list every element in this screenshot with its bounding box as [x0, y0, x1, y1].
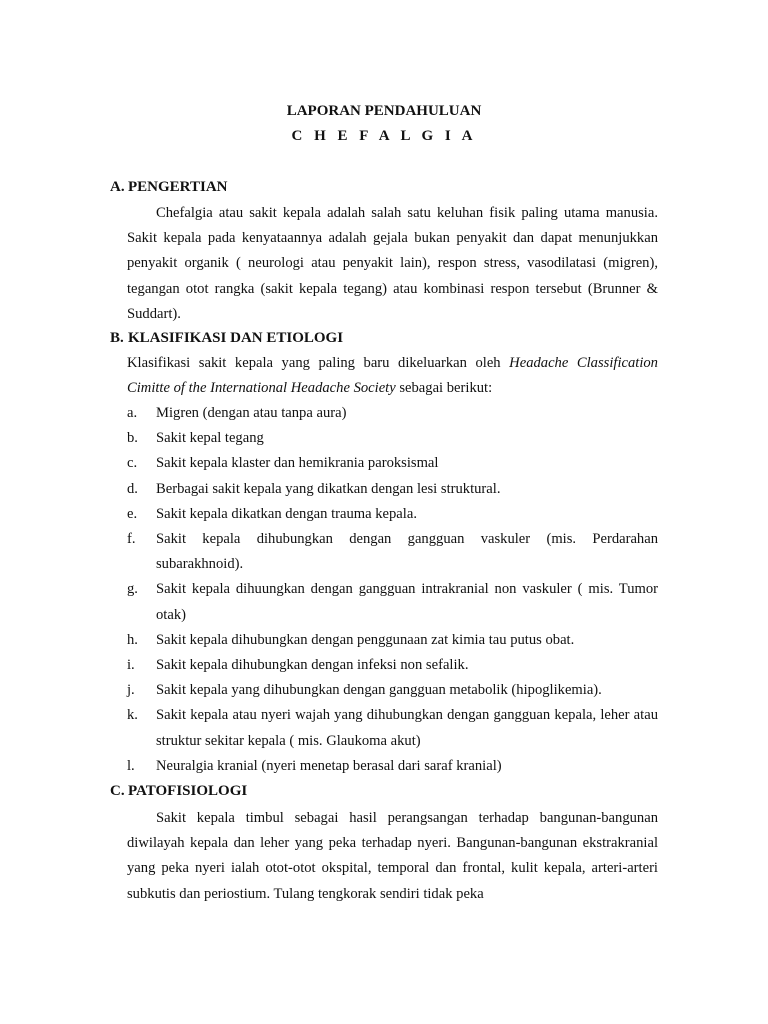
- list-item: [127, 451, 658, 476]
- section-c-title: PATOFISIOLOGI: [128, 783, 248, 799]
- section-a-heading: [110, 179, 228, 196]
- list-item-marker: e.: [127, 505, 138, 522]
- section-b-title: KLASIFIKASI DAN ETIOLOGI: [128, 330, 344, 346]
- list-item-marker: h.: [127, 631, 138, 648]
- classification-list: [127, 401, 677, 779]
- section-b-intro-before: Klasifikasi sakit kepala yang paling baru dikeluarkan oleh: [127, 355, 510, 371]
- document-title: LAPORAN PENDAHULUAN: [286, 103, 482, 119]
- list-item: [127, 527, 658, 577]
- list-item-text: Berbagai sakit kepala yang dikatkan dengan lesi struktural.: [156, 480, 501, 497]
- list-item: [127, 426, 658, 451]
- list-item-marker: a.: [127, 405, 138, 421]
- list-item-text: Sakit kepala dihubungkan dengan infeksi non sefalik.: [156, 657, 469, 674]
- list-item: [127, 502, 658, 527]
- list-item-text: Sakit kepala dihubungkan dengan gangguan vaskuler (mis. Perdarahan subarakhnoid).: [156, 531, 658, 573]
- list-item-marker: b.: [127, 430, 138, 447]
- list-item-marker: f.: [127, 531, 136, 548]
- section-b-intro-after: sebagai berikut:: [395, 380, 493, 397]
- section-c-number: C.: [110, 783, 125, 799]
- list-item: [127, 628, 658, 653]
- list-item-marker: k.: [127, 707, 138, 724]
- list-item-marker: j.: [127, 682, 135, 699]
- section-b-heading: [110, 330, 343, 347]
- list-item-marker: g.: [127, 581, 138, 598]
- list-item-marker: d.: [127, 480, 138, 497]
- section-a-title: PENGERTIAN: [128, 179, 228, 195]
- list-item-text: Sakit kepala dikatkan dengan trauma kepala.: [156, 505, 417, 522]
- list-item-text: Sakit kepala atau nyeri wajah yang dihubungkan dengan gangguan kepala, leher atau struktur sekitar kepala ( mis. Glaukoma akut): [156, 707, 677, 749]
- section-b-intro: [127, 351, 658, 401]
- list-item-text: Migren (dengan atau tanpa aura): [156, 405, 347, 421]
- section-b-intro-italic: Headache Classification Cimitte of the International Headache Society: [127, 355, 658, 397]
- list-item-text: Sakit kepala klaster dan hemikrania paroksismal: [156, 455, 439, 472]
- list-item-text: Sakit kepal tegang: [156, 430, 264, 447]
- list-item-text: Sakit kepala dihuungkan dengan gangguan intrakranial non vaskuler ( mis. Tumor otak): [156, 581, 658, 623]
- list-item-text: Sakit kepala dihubungkan dengan penggunaan zat kimia tau putus obat.: [156, 631, 575, 648]
- list-item: [127, 577, 658, 627]
- section-a-number: A.: [110, 179, 125, 195]
- section-c-paragraph: Sakit kepala timbul sebagai hasil perangsangan terhadap bangunan-bangunan diwilayah kepala dan leher yang peka terhadap nyeri. Bangunan-bangunan ekstrakranial yang peka nyeri ialah otot-otot okspital, temporal dan frontal, kulit kepala, arteri-arteri subkutis dan periostium. Tulang tengkorak sendiri tidak peka: [127, 810, 658, 902]
- list-item-marker: i.: [127, 657, 135, 674]
- list-item: [127, 477, 658, 502]
- list-item: [127, 678, 658, 703]
- section-b-number: B.: [110, 330, 124, 346]
- list-item: [127, 754, 658, 779]
- section-a-paragraph: Chefalgia atau sakit kepala adalah salah satu keluhan fisik paling utama manusia. Sakit kepala pada kenyataannya adalah gejala bukan penyakit dan dapat menunjukkan penyakit organik ( neurologi atau penyakit lain), respon stress, vasodilatasi (migren), tegangan otot rangka (sakit kepala tegang) atau kombinasi respon tersebut (Brunner & Suddart).: [127, 205, 658, 322]
- list-item: [127, 703, 677, 753]
- list-item-text: Neuralgia kranial (nyeri menetap berasal dari saraf kranial): [156, 757, 502, 774]
- list-item-marker: l.: [127, 757, 135, 774]
- list-item-text: Sakit kepala yang dihubungkan dengan gangguan metabolik (hipoglikemia).: [156, 682, 602, 699]
- list-item-marker: c.: [127, 455, 138, 472]
- document-subtitle: C H E F A L G I A: [291, 128, 477, 144]
- list-item: [127, 401, 658, 426]
- list-item: [127, 653, 658, 678]
- section-c-heading: [110, 783, 247, 800]
